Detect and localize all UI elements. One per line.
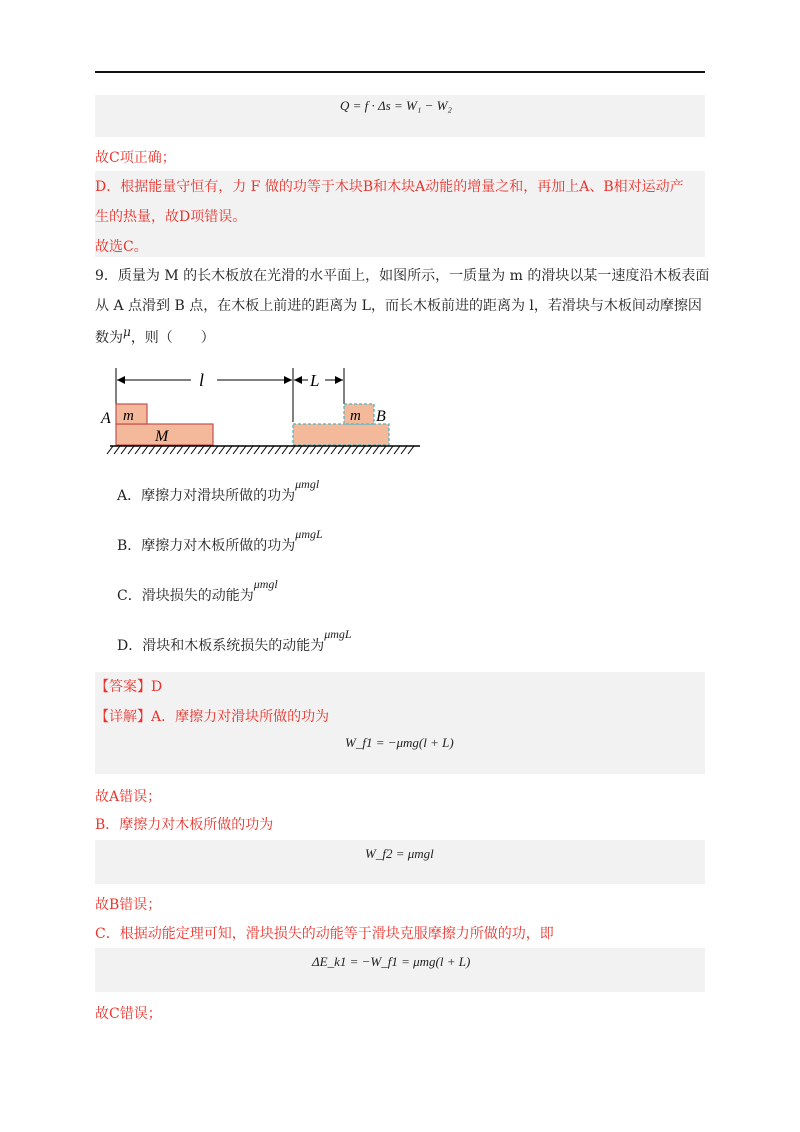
arrowhead-L-right: [335, 376, 343, 384]
hatch-mark: [289, 446, 295, 454]
hatch-mark: [198, 446, 204, 454]
hatch-mark: [282, 446, 288, 454]
question-line-1: 9．质量为 M 的长木板放在光滑的水平面上，如图所示，一质量为 m 的滑块以某一速度沿木板表面: [95, 268, 710, 284]
label-M: M: [155, 428, 169, 445]
formula-dek: ΔE_k1 = −W_f1 = μmg(l + L): [312, 954, 471, 969]
hatch-mark: [366, 446, 372, 454]
hatch-mark: [268, 446, 274, 454]
hatch-mark: [177, 446, 183, 454]
formula-wf1: W_f1 = −μmg(l + L): [345, 735, 454, 750]
label-L: L: [310, 371, 320, 390]
question-line-2: 从 A 点滑到 B 点，在木板上前进的距离为 L，而长木板前进的距离为 l，若滑块与木板间动摩擦因: [95, 298, 702, 314]
physics-diagram: [95, 360, 435, 460]
option-c: [117, 577, 278, 605]
hatch-mark: [338, 446, 344, 454]
option-a-text: A．摩擦力对滑块所做的功为: [117, 488, 296, 504]
c-wrong-line: 故C错误；: [95, 1006, 162, 1022]
arrowhead-l-right: [284, 376, 292, 384]
option-c-text: C．滑块损失的动能为: [117, 588, 254, 604]
label-l: l: [199, 370, 205, 390]
option-b: [117, 527, 323, 555]
option-b-formula: μmgL: [295, 527, 323, 541]
hatch-mark: [149, 446, 155, 454]
hatch-mark: [380, 446, 386, 454]
d-line-1: D．根据能量守恒有，力 F 做的功等于木块B和木块A动能的增量之和，再加上A、B相对运动产: [95, 179, 684, 195]
hatch-mark: [240, 446, 246, 454]
hatch-mark: [163, 446, 169, 454]
formula-wf2: W_f2 = μmgl: [365, 846, 434, 861]
label-B: B: [376, 408, 386, 425]
hatch-mark: [142, 446, 148, 454]
c-correct-line: 故C项正确；: [95, 150, 176, 166]
hatch-mark: [387, 446, 393, 454]
d-line-2: 生的热量，故D项错误。: [95, 209, 247, 225]
hatch-mark: [107, 446, 113, 454]
label-m-right: m: [350, 408, 361, 424]
hatch-mark: [275, 446, 281, 454]
hatch-mark: [401, 446, 407, 454]
hatch-mark: [373, 446, 379, 454]
a-wrong-line: 故A错误；: [95, 789, 162, 805]
hatch-mark: [247, 446, 253, 454]
hatch-mark: [254, 446, 260, 454]
b-wrong-line: 故B错误；: [95, 897, 162, 913]
option-d: [117, 627, 352, 655]
hatch-mark: [359, 446, 365, 454]
choose-line: 故选C。: [95, 239, 148, 255]
hatch-mark: [296, 446, 302, 454]
hatch-mark: [303, 446, 309, 454]
hatch-mark: [121, 446, 127, 454]
hatch-mark: [219, 446, 225, 454]
hatch-mark: [324, 446, 330, 454]
formula-q: Q = f · Δs = W₁ − W₂: [340, 98, 452, 113]
hatch-mark: [345, 446, 351, 454]
b-intro-line: B．摩擦力对木板所做的功为: [95, 817, 274, 833]
arrowhead-L-left: [294, 376, 302, 384]
hatch-mark: [191, 446, 197, 454]
hatch-mark: [233, 446, 239, 454]
label-A: A: [101, 410, 111, 427]
option-d-formula: μmgL: [324, 627, 352, 641]
hatch-mark: [128, 446, 134, 454]
arrowhead-l-left: [117, 376, 125, 384]
hatch-mark: [331, 446, 337, 454]
hatch-mark: [135, 446, 141, 454]
hatch-mark: [205, 446, 211, 454]
hatch-mark: [394, 446, 400, 454]
hatch-mark: [310, 446, 316, 454]
hatch-mark: [226, 446, 232, 454]
hatch-mark: [317, 446, 323, 454]
board-M-right: [293, 424, 389, 445]
option-a: [117, 477, 320, 505]
c-intro-line: C．根据动能定理可知，滑块损失的动能等于滑块克服摩擦力所做的功，即: [95, 926, 554, 942]
question-line-3-post: ，则（ ）: [130, 330, 215, 346]
top-rule: [95, 71, 705, 73]
option-d-text: D．滑块和木板系统损失的动能为: [117, 638, 325, 654]
answer-line: 【答案】D: [95, 679, 163, 695]
hatch-mark: [156, 446, 162, 454]
question-line-3: [95, 325, 215, 348]
option-b-text: B．摩擦力对木板所做的功为: [117, 538, 296, 554]
hatch-mark: [352, 446, 358, 454]
label-m-left: m: [123, 408, 134, 424]
ground-hatch: [107, 446, 414, 454]
mu-symbol: μ: [123, 325, 131, 339]
detail-line: 【详解】A．摩擦力对滑块所做的功为: [95, 709, 330, 725]
hatch-mark: [114, 446, 120, 454]
question-line-3-pre: 数为: [95, 330, 123, 346]
hatch-mark: [408, 446, 414, 454]
hatch-mark: [212, 446, 218, 454]
hatch-mark: [261, 446, 267, 454]
option-a-formula: μmgl: [295, 477, 320, 491]
hatch-mark: [170, 446, 176, 454]
hatch-mark: [184, 446, 190, 454]
option-c-formula: μmgl: [253, 577, 278, 591]
